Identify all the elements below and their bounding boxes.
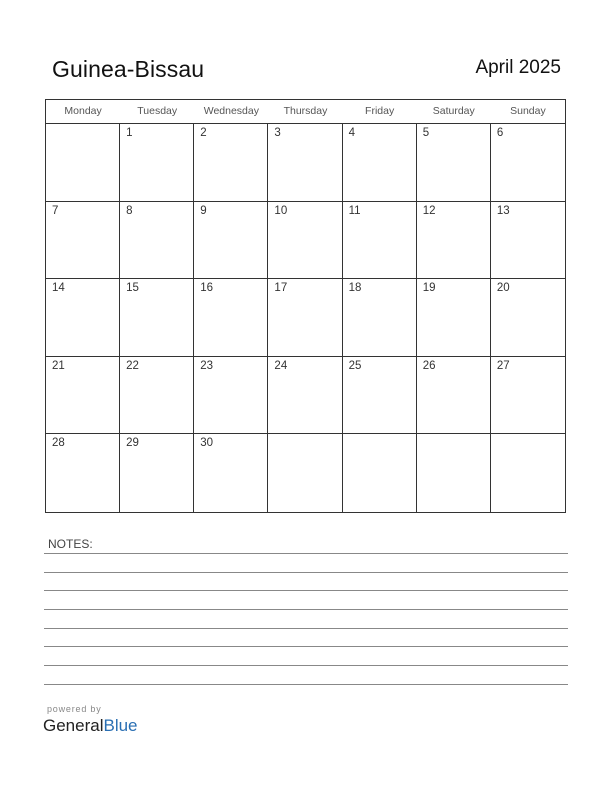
day-cell — [343, 434, 417, 512]
note-line — [44, 684, 568, 685]
brand-general-text: General — [43, 716, 104, 735]
day-number: 29 — [126, 437, 139, 450]
day-cell — [46, 434, 120, 512]
day-number: 9 — [200, 204, 207, 217]
day-number: 15 — [126, 282, 139, 295]
day-number: 16 — [200, 282, 214, 295]
day-number: 21 — [52, 359, 65, 372]
day-number: 25 — [348, 359, 362, 372]
weekday-header-row — [46, 100, 565, 124]
month-calendar-grid — [45, 99, 566, 513]
day-number: 5 — [422, 127, 430, 139]
day-cell — [268, 357, 342, 435]
day-number: 27 — [496, 359, 510, 372]
day-number: 6 — [496, 127, 504, 139]
day-cell — [343, 357, 417, 435]
calendar-country-title: Guinea-Bissau — [52, 56, 205, 82]
day-number: 14 — [52, 282, 65, 295]
day-cell — [194, 202, 268, 280]
day-number: 2 — [200, 127, 207, 139]
day-cell — [491, 202, 565, 280]
day-cell — [194, 434, 268, 512]
day-cell — [268, 434, 342, 512]
day-cell — [120, 202, 194, 280]
day-cell — [343, 279, 417, 357]
day-number: 26 — [422, 359, 436, 372]
day-cell — [46, 124, 120, 202]
day-number: 3 — [274, 127, 281, 139]
powered-by-text: powered by — [47, 704, 102, 714]
day-number: 18 — [348, 282, 362, 295]
weekday-label: Saturday — [432, 105, 475, 117]
day-number: 28 — [52, 437, 65, 450]
day-cell — [491, 279, 565, 357]
day-cell — [46, 279, 120, 357]
day-cell — [417, 434, 491, 512]
day-number: 12 — [422, 204, 436, 217]
brand-blue-text: Blue — [103, 716, 138, 735]
day-number: 13 — [496, 204, 510, 217]
day-cell — [491, 357, 565, 435]
calendar-month-title: April 2025 — [475, 57, 561, 78]
day-number: 20 — [496, 282, 510, 295]
day-cell — [417, 202, 491, 280]
weekday-label: Sunday — [510, 105, 546, 117]
day-cell — [46, 202, 120, 280]
note-line — [44, 590, 568, 591]
day-number: 1 — [126, 127, 133, 139]
weekday-label: Friday — [365, 105, 395, 117]
day-number: 19 — [422, 282, 436, 295]
day-number: 23 — [200, 359, 214, 372]
day-number: 7 — [52, 204, 59, 217]
day-cell — [417, 357, 491, 435]
weekday-label: Monday — [64, 105, 102, 117]
note-line — [44, 572, 568, 573]
notes-label: NOTES: — [48, 537, 93, 551]
day-cell — [343, 124, 417, 202]
note-line — [44, 646, 568, 647]
day-cell — [268, 124, 342, 202]
day-cell — [194, 357, 268, 435]
day-number: 11 — [348, 204, 361, 217]
day-number: 17 — [274, 282, 288, 295]
day-cell — [120, 279, 194, 357]
generalblue-logo[interactable] — [43, 716, 138, 736]
day-cell — [417, 124, 491, 202]
note-line — [44, 553, 568, 554]
day-number: 24 — [274, 359, 288, 372]
weekday-label: Wednesday — [203, 105, 259, 117]
day-cell — [120, 434, 194, 512]
calendar-day-cells — [46, 124, 565, 512]
day-cell — [417, 279, 491, 357]
day-cell — [491, 124, 565, 202]
note-line — [44, 665, 568, 666]
day-cell — [194, 124, 268, 202]
day-cell — [194, 279, 268, 357]
day-number: 10 — [274, 204, 288, 217]
day-cell — [120, 124, 194, 202]
weekday-label: Thursday — [283, 105, 328, 117]
day-cell — [491, 434, 565, 512]
day-cell — [120, 357, 194, 435]
day-number: 30 — [200, 437, 214, 450]
note-line — [44, 609, 568, 610]
weekday-label: Tuesday — [137, 105, 178, 117]
day-number: 8 — [126, 204, 133, 217]
day-cell — [46, 357, 120, 435]
day-number: 22 — [126, 359, 139, 372]
day-number: 4 — [348, 127, 355, 139]
day-cell — [343, 202, 417, 280]
day-cell — [268, 279, 342, 357]
day-cell — [268, 202, 342, 280]
note-line — [44, 628, 568, 629]
